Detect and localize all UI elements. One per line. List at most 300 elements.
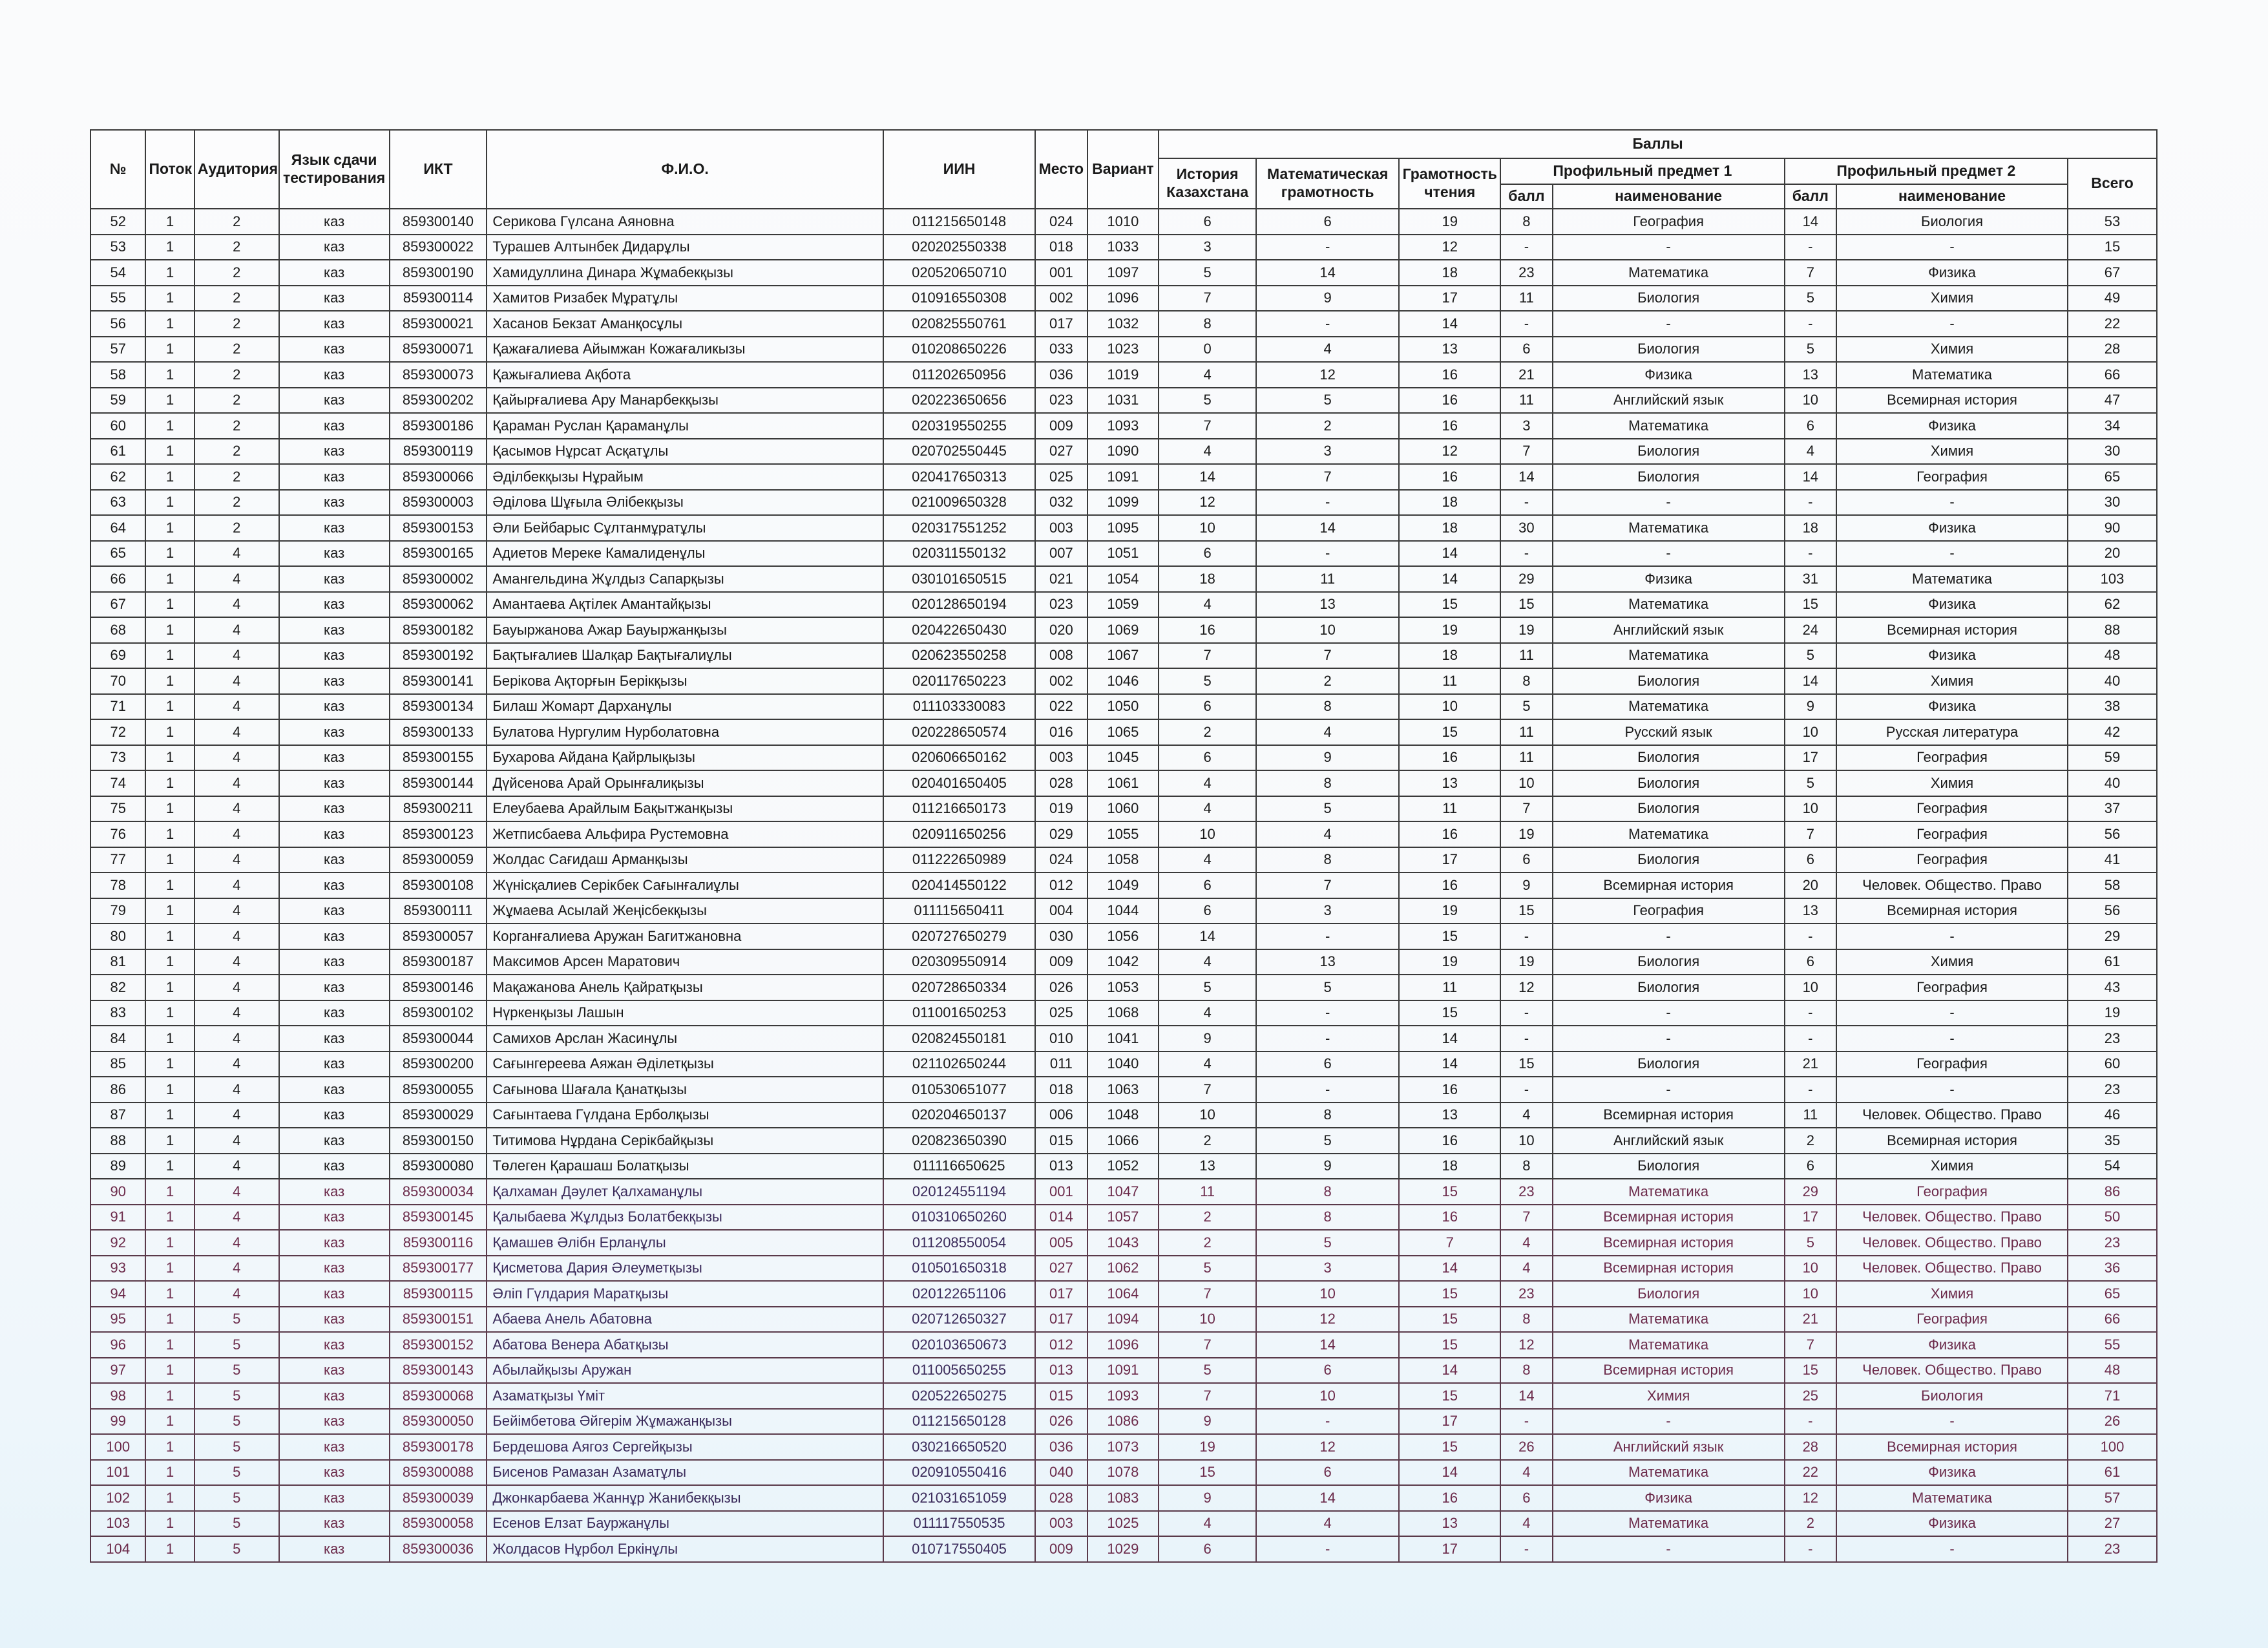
- results-table: [90, 129, 2158, 1563]
- cell-variant: 1043: [1087, 1230, 1159, 1256]
- cell-potok: 1: [145, 898, 194, 924]
- cell-potok: 1: [145, 592, 194, 618]
- cell-reading: 14: [1399, 1256, 1500, 1282]
- cell-auditoria: 4: [194, 872, 279, 898]
- table-row: [90, 821, 2157, 847]
- cell-math: 5: [1256, 1128, 1399, 1154]
- header-mesto: Место: [1035, 130, 1087, 209]
- cell-iin: 020319550255: [883, 413, 1035, 439]
- cell-profile1-ball: 23: [1500, 1179, 1552, 1205]
- cell-auditoria: 4: [194, 745, 279, 771]
- cell-profile1-name: Всемирная история: [1553, 1205, 1785, 1231]
- cell-auditoria: 4: [194, 1179, 279, 1205]
- cell-lang: каз: [279, 260, 390, 286]
- cell-profile2-name: Всемирная история: [1836, 388, 2068, 414]
- cell-profile2-ball: -: [1785, 235, 1836, 260]
- table-header: [90, 130, 2157, 209]
- cell-profile1-ball: -: [1500, 924, 1552, 949]
- table-row: [90, 388, 2157, 414]
- cell-total: 90: [2068, 515, 2157, 541]
- cell-profile2-name: Физика: [1836, 643, 2068, 669]
- cell-variant: 1094: [1087, 1307, 1159, 1333]
- cell-profile1-name: Математика: [1553, 1332, 1785, 1358]
- cell-profile1-ball: 11: [1500, 286, 1552, 312]
- cell-total: 48: [2068, 643, 2157, 669]
- cell-total: 30: [2068, 490, 2157, 516]
- cell-history: 4: [1159, 796, 1256, 822]
- cell-ikt: 859300187: [390, 949, 487, 975]
- cell-profile1-ball: 4: [1500, 1230, 1552, 1256]
- cell-reading: 19: [1399, 949, 1500, 975]
- cell-lang: каз: [279, 209, 390, 235]
- cell-mesto: 005: [1035, 1230, 1087, 1256]
- cell-profile1-ball: 15: [1500, 1051, 1552, 1077]
- cell-profile1-ball: 14: [1500, 1383, 1552, 1409]
- cell-auditoria: 4: [194, 1026, 279, 1051]
- cell-profile2-ball: 21: [1785, 1051, 1836, 1077]
- table-row: [90, 1307, 2157, 1333]
- cell-total: 54: [2068, 1154, 2157, 1179]
- cell-potok: 1: [145, 464, 194, 490]
- table-row: [90, 898, 2157, 924]
- table-row: [90, 1128, 2157, 1154]
- cell-reading: 10: [1399, 694, 1500, 720]
- cell-auditoria: 4: [194, 694, 279, 720]
- cell-profile1-ball: -: [1500, 1000, 1552, 1026]
- cell-profile2-name: -: [1836, 311, 2068, 337]
- cell-history: 9: [1159, 1026, 1256, 1051]
- cell-ikt: 859300036: [390, 1536, 487, 1562]
- cell-auditoria: 5: [194, 1434, 279, 1460]
- cell-profile1-name: Математика: [1553, 592, 1785, 618]
- cell-math: -: [1256, 1000, 1399, 1026]
- cell-no: 83: [90, 1000, 145, 1026]
- cell-profile1-name: Биология: [1553, 796, 1785, 822]
- cell-fio: Абатова Венера Абатқызы: [487, 1332, 883, 1358]
- cell-auditoria: 2: [194, 490, 279, 516]
- cell-ikt: 859300123: [390, 821, 487, 847]
- cell-ikt: 859300150: [390, 1128, 487, 1154]
- cell-total: 34: [2068, 413, 2157, 439]
- cell-profile1-name: География: [1553, 209, 1785, 235]
- cell-math: -: [1256, 311, 1399, 337]
- cell-profile1-ball: 12: [1500, 975, 1552, 1000]
- cell-potok: 1: [145, 1103, 194, 1128]
- cell-profile2-ball: 5: [1785, 770, 1836, 796]
- table-row: [90, 975, 2157, 1000]
- cell-fio: Турашев Алтынбек Дидарұлы: [487, 235, 883, 260]
- cell-lang: каз: [279, 924, 390, 949]
- cell-ikt: 859300050: [390, 1409, 487, 1435]
- cell-auditoria: 4: [194, 770, 279, 796]
- cell-iin: 011116650625: [883, 1154, 1035, 1179]
- cell-iin: 020606650162: [883, 745, 1035, 771]
- cell-profile2-ball: 14: [1785, 464, 1836, 490]
- cell-fio: Максимов Арсен Маратович: [487, 949, 883, 975]
- table-row: [90, 949, 2157, 975]
- cell-potok: 1: [145, 821, 194, 847]
- cell-ikt: 859300140: [390, 209, 487, 235]
- cell-math: 5: [1256, 975, 1399, 1000]
- cell-profile2-name: Химия: [1836, 1154, 2068, 1179]
- cell-fio: Қамашев Әлібн Ерланұлы: [487, 1230, 883, 1256]
- cell-ikt: 859300200: [390, 1051, 487, 1077]
- cell-iin: 020228650574: [883, 719, 1035, 745]
- cell-profile1-ball: 10: [1500, 1128, 1552, 1154]
- cell-lang: каз: [279, 1307, 390, 1333]
- cell-variant: 1067: [1087, 643, 1159, 669]
- cell-ikt: 859300022: [390, 235, 487, 260]
- cell-profile2-ball: -: [1785, 490, 1836, 516]
- cell-profile2-name: -: [1836, 235, 2068, 260]
- cell-profile2-ball: 7: [1785, 260, 1836, 286]
- cell-auditoria: 4: [194, 1205, 279, 1231]
- table-row: [90, 1536, 2157, 1562]
- cell-mesto: 030: [1035, 924, 1087, 949]
- cell-total: 62: [2068, 592, 2157, 618]
- cell-history: 6: [1159, 1536, 1256, 1562]
- cell-lang: каз: [279, 1460, 390, 1486]
- cell-total: 27: [2068, 1511, 2157, 1537]
- cell-lang: каз: [279, 1077, 390, 1103]
- header-history: История Казахстана: [1159, 158, 1256, 209]
- cell-fio: Жұмаева Асылай Жеңісбекқызы: [487, 898, 883, 924]
- cell-math: 7: [1256, 872, 1399, 898]
- cell-mesto: 011: [1035, 1051, 1087, 1077]
- cell-profile1-ball: 7: [1500, 439, 1552, 465]
- cell-profile1-name: -: [1553, 1536, 1785, 1562]
- cell-variant: 1025: [1087, 1511, 1159, 1537]
- cell-history: 4: [1159, 592, 1256, 618]
- header-ikt: ИКТ: [390, 130, 487, 209]
- cell-lang: каз: [279, 847, 390, 873]
- cell-auditoria: 4: [194, 719, 279, 745]
- cell-reading: 14: [1399, 311, 1500, 337]
- cell-profile1-name: Математика: [1553, 694, 1785, 720]
- cell-ikt: 859300133: [390, 719, 487, 745]
- cell-math: 8: [1256, 1179, 1399, 1205]
- cell-total: 43: [2068, 975, 2157, 1000]
- cell-history: 18: [1159, 566, 1256, 592]
- cell-total: 56: [2068, 898, 2157, 924]
- table-row: [90, 617, 2157, 643]
- header-name2: наименование: [1836, 184, 2068, 209]
- cell-reading: 15: [1399, 719, 1500, 745]
- cell-math: -: [1256, 541, 1399, 567]
- cell-no: 96: [90, 1332, 145, 1358]
- cell-potok: 1: [145, 1154, 194, 1179]
- cell-math: 2: [1256, 413, 1399, 439]
- cell-profile2-name: Химия: [1836, 668, 2068, 694]
- cell-variant: 1023: [1087, 337, 1159, 363]
- cell-profile2-name: -: [1836, 490, 2068, 516]
- cell-auditoria: 2: [194, 260, 279, 286]
- cell-mesto: 001: [1035, 1179, 1087, 1205]
- cell-profile1-name: Всемирная история: [1553, 1256, 1785, 1282]
- cell-total: 37: [2068, 796, 2157, 822]
- cell-profile2-name: Всемирная история: [1836, 898, 2068, 924]
- cell-profile2-ball: -: [1785, 1409, 1836, 1435]
- cell-reading: 11: [1399, 975, 1500, 1000]
- cell-ikt: 859300116: [390, 1230, 487, 1256]
- cell-variant: 1052: [1087, 1154, 1159, 1179]
- cell-iin: 020204650137: [883, 1103, 1035, 1128]
- cell-math: 5: [1256, 1230, 1399, 1256]
- cell-ikt: 859300202: [390, 388, 487, 414]
- cell-profile2-name: Физика: [1836, 1460, 2068, 1486]
- cell-no: 94: [90, 1281, 145, 1307]
- cell-total: 55: [2068, 1332, 2157, 1358]
- cell-potok: 1: [145, 439, 194, 465]
- cell-fio: Сағынтаева Гүлдана Ерболқызы: [487, 1103, 883, 1128]
- cell-profile1-name: Математика: [1553, 1460, 1785, 1486]
- cell-reading: 15: [1399, 1281, 1500, 1307]
- cell-mesto: 026: [1035, 1409, 1087, 1435]
- table-row: [90, 745, 2157, 771]
- cell-reading: 17: [1399, 286, 1500, 312]
- cell-potok: 1: [145, 872, 194, 898]
- cell-iin: 011215650148: [883, 209, 1035, 235]
- cell-lang: каз: [279, 719, 390, 745]
- cell-profile2-ball: 14: [1785, 209, 1836, 235]
- cell-potok: 1: [145, 694, 194, 720]
- cell-fio: Берікова Ақторғын Берікқызы: [487, 668, 883, 694]
- cell-mesto: 020: [1035, 617, 1087, 643]
- cell-profile2-name: Физика: [1836, 515, 2068, 541]
- cell-potok: 1: [145, 796, 194, 822]
- cell-total: 71: [2068, 1383, 2157, 1409]
- cell-variant: 1062: [1087, 1256, 1159, 1282]
- cell-no: 58: [90, 362, 145, 388]
- cell-profile2-name: Биология: [1836, 209, 2068, 235]
- cell-profile2-name: Человек. Общество. Право: [1836, 1205, 2068, 1231]
- cell-potok: 1: [145, 566, 194, 592]
- header-profile1: Профильный предмет 1: [1500, 158, 1784, 184]
- cell-no: 70: [90, 668, 145, 694]
- cell-profile1-name: Биология: [1553, 337, 1785, 363]
- cell-profile1-name: Биология: [1553, 1281, 1785, 1307]
- cell-profile1-name: -: [1553, 1000, 1785, 1026]
- cell-variant: 1031: [1087, 388, 1159, 414]
- cell-profile2-name: -: [1836, 1409, 2068, 1435]
- cell-history: 6: [1159, 872, 1256, 898]
- cell-auditoria: 2: [194, 311, 279, 337]
- table-row: [90, 1409, 2157, 1435]
- table-row: [90, 1205, 2157, 1231]
- cell-total: 57: [2068, 1485, 2157, 1511]
- cell-history: 5: [1159, 975, 1256, 1000]
- cell-profile2-name: Физика: [1836, 592, 2068, 618]
- cell-iin: 020202550338: [883, 235, 1035, 260]
- cell-iin: 020911650256: [883, 821, 1035, 847]
- cell-no: 80: [90, 924, 145, 949]
- cell-variant: 1093: [1087, 413, 1159, 439]
- cell-history: 10: [1159, 515, 1256, 541]
- cell-profile2-name: Химия: [1836, 286, 2068, 312]
- cell-ikt: 859300002: [390, 566, 487, 592]
- cell-profile1-name: Биология: [1553, 286, 1785, 312]
- cell-auditoria: 2: [194, 209, 279, 235]
- cell-mesto: 017: [1035, 1307, 1087, 1333]
- cell-ikt: 859300177: [390, 1256, 487, 1282]
- cell-ikt: 859300155: [390, 745, 487, 771]
- cell-fio: Булатова Нургулим Нурболатовна: [487, 719, 883, 745]
- cell-mesto: 027: [1035, 439, 1087, 465]
- header-ball1: балл: [1500, 184, 1552, 209]
- cell-math: 10: [1256, 1383, 1399, 1409]
- cell-auditoria: 4: [194, 1154, 279, 1179]
- cell-history: 7: [1159, 1332, 1256, 1358]
- cell-variant: 1091: [1087, 464, 1159, 490]
- cell-profile1-name: -: [1553, 1026, 1785, 1051]
- cell-fio: Әділбекқызы Нұрайым: [487, 464, 883, 490]
- cell-lang: каз: [279, 464, 390, 490]
- cell-iin: 011103330083: [883, 694, 1035, 720]
- cell-mesto: 026: [1035, 975, 1087, 1000]
- cell-math: 12: [1256, 1307, 1399, 1333]
- cell-potok: 1: [145, 1332, 194, 1358]
- cell-iin: 010208650226: [883, 337, 1035, 363]
- cell-ikt: 859300080: [390, 1154, 487, 1179]
- cell-mesto: 009: [1035, 1536, 1087, 1562]
- cell-auditoria: 5: [194, 1307, 279, 1333]
- cell-profile1-name: Биология: [1553, 1154, 1785, 1179]
- cell-potok: 1: [145, 413, 194, 439]
- cell-profile1-name: Биология: [1553, 464, 1785, 490]
- cell-no: 84: [90, 1026, 145, 1051]
- cell-reading: 17: [1399, 1536, 1500, 1562]
- cell-lang: каз: [279, 643, 390, 669]
- cell-math: 6: [1256, 1460, 1399, 1486]
- cell-auditoria: 4: [194, 592, 279, 618]
- cell-total: 40: [2068, 770, 2157, 796]
- cell-potok: 1: [145, 643, 194, 669]
- cell-math: 3: [1256, 898, 1399, 924]
- cell-fio: Қасымов Нұрсат Асқатұлы: [487, 439, 883, 465]
- cell-math: 4: [1256, 337, 1399, 363]
- table-row: [90, 924, 2157, 949]
- cell-potok: 1: [145, 1485, 194, 1511]
- cell-auditoria: 4: [194, 821, 279, 847]
- cell-ikt: 859300182: [390, 617, 487, 643]
- cell-mesto: 028: [1035, 1485, 1087, 1511]
- cell-history: 4: [1159, 770, 1256, 796]
- table-row: [90, 847, 2157, 873]
- cell-ikt: 859300186: [390, 413, 487, 439]
- cell-reading: 14: [1399, 566, 1500, 592]
- table-row: [90, 1230, 2157, 1256]
- cell-profile1-name: Всемирная история: [1553, 872, 1785, 898]
- cell-lang: каз: [279, 439, 390, 465]
- cell-total: 88: [2068, 617, 2157, 643]
- cell-fio: Абаева Анель Абатовна: [487, 1307, 883, 1333]
- cell-profile1-name: Биология: [1553, 1051, 1785, 1077]
- cell-mesto: 012: [1035, 1332, 1087, 1358]
- cell-profile2-name: -: [1836, 1536, 2068, 1562]
- cell-profile2-ball: 6: [1785, 413, 1836, 439]
- table-row: [90, 668, 2157, 694]
- cell-profile2-ball: -: [1785, 311, 1836, 337]
- cell-history: 7: [1159, 643, 1256, 669]
- cell-lang: каз: [279, 1256, 390, 1282]
- cell-profile2-name: Физика: [1836, 694, 2068, 720]
- cell-reading: 18: [1399, 260, 1500, 286]
- cell-profile2-ball: -: [1785, 1077, 1836, 1103]
- cell-profile2-ball: 17: [1785, 1205, 1836, 1231]
- cell-total: 42: [2068, 719, 2157, 745]
- cell-iin: 011202650956: [883, 362, 1035, 388]
- cell-no: 53: [90, 235, 145, 260]
- cell-total: 22: [2068, 311, 2157, 337]
- cell-history: 2: [1159, 1128, 1256, 1154]
- cell-ikt: 859300071: [390, 337, 487, 363]
- header-ball2: балл: [1785, 184, 1836, 209]
- cell-auditoria: 2: [194, 515, 279, 541]
- cell-lang: каз: [279, 541, 390, 567]
- table-body: [90, 209, 2157, 1562]
- cell-math: 4: [1256, 1511, 1399, 1537]
- cell-fio: Азаматқызы Үміт: [487, 1383, 883, 1409]
- cell-profile1-name: -: [1553, 541, 1785, 567]
- cell-no: 89: [90, 1154, 145, 1179]
- cell-ikt: 859300059: [390, 847, 487, 873]
- cell-variant: 1069: [1087, 617, 1159, 643]
- cell-lang: каз: [279, 898, 390, 924]
- cell-profile1-ball: 21: [1500, 362, 1552, 388]
- cell-history: 4: [1159, 1051, 1256, 1077]
- cell-potok: 1: [145, 745, 194, 771]
- cell-auditoria: 4: [194, 975, 279, 1000]
- cell-reading: 7: [1399, 1230, 1500, 1256]
- cell-variant: 1050: [1087, 694, 1159, 720]
- cell-potok: 1: [145, 1256, 194, 1282]
- cell-fio: Әділова Шұғыла Әлібекқызы: [487, 490, 883, 516]
- cell-profile1-name: Математика: [1553, 260, 1785, 286]
- cell-reading: 16: [1399, 872, 1500, 898]
- cell-lang: каз: [279, 362, 390, 388]
- table-row: [90, 1026, 2157, 1051]
- cell-fio: Елеубаева Арайлым Бақытжанқызы: [487, 796, 883, 822]
- cell-auditoria: 4: [194, 668, 279, 694]
- cell-no: 103: [90, 1511, 145, 1537]
- cell-math: -: [1256, 1026, 1399, 1051]
- cell-profile1-ball: 10: [1500, 770, 1552, 796]
- cell-profile2-ball: 12: [1785, 1485, 1836, 1511]
- cell-no: 56: [90, 311, 145, 337]
- cell-fio: Әли Бейбарыс Сұлтанмұратұлы: [487, 515, 883, 541]
- cell-math: 4: [1256, 821, 1399, 847]
- cell-ikt: 859300152: [390, 1332, 487, 1358]
- cell-ikt: 859300068: [390, 1383, 487, 1409]
- cell-iin: 020311550132: [883, 541, 1035, 567]
- cell-mesto: 017: [1035, 1281, 1087, 1307]
- cell-lang: каз: [279, 566, 390, 592]
- cell-history: 16: [1159, 617, 1256, 643]
- cell-iin: 030216650520: [883, 1434, 1035, 1460]
- cell-math: 6: [1256, 209, 1399, 235]
- cell-profile1-ball: 8: [1500, 1307, 1552, 1333]
- cell-profile2-name: Биология: [1836, 1383, 2068, 1409]
- cell-history: 5: [1159, 668, 1256, 694]
- cell-reading: 14: [1399, 1026, 1500, 1051]
- cell-variant: 1046: [1087, 668, 1159, 694]
- cell-variant: 1083: [1087, 1485, 1159, 1511]
- cell-fio: Бухарова Айдана Қайрлықызы: [487, 745, 883, 771]
- table-row: [90, 413, 2157, 439]
- cell-total: 23: [2068, 1536, 2157, 1562]
- cell-math: 9: [1256, 1154, 1399, 1179]
- cell-iin: 020223650656: [883, 388, 1035, 414]
